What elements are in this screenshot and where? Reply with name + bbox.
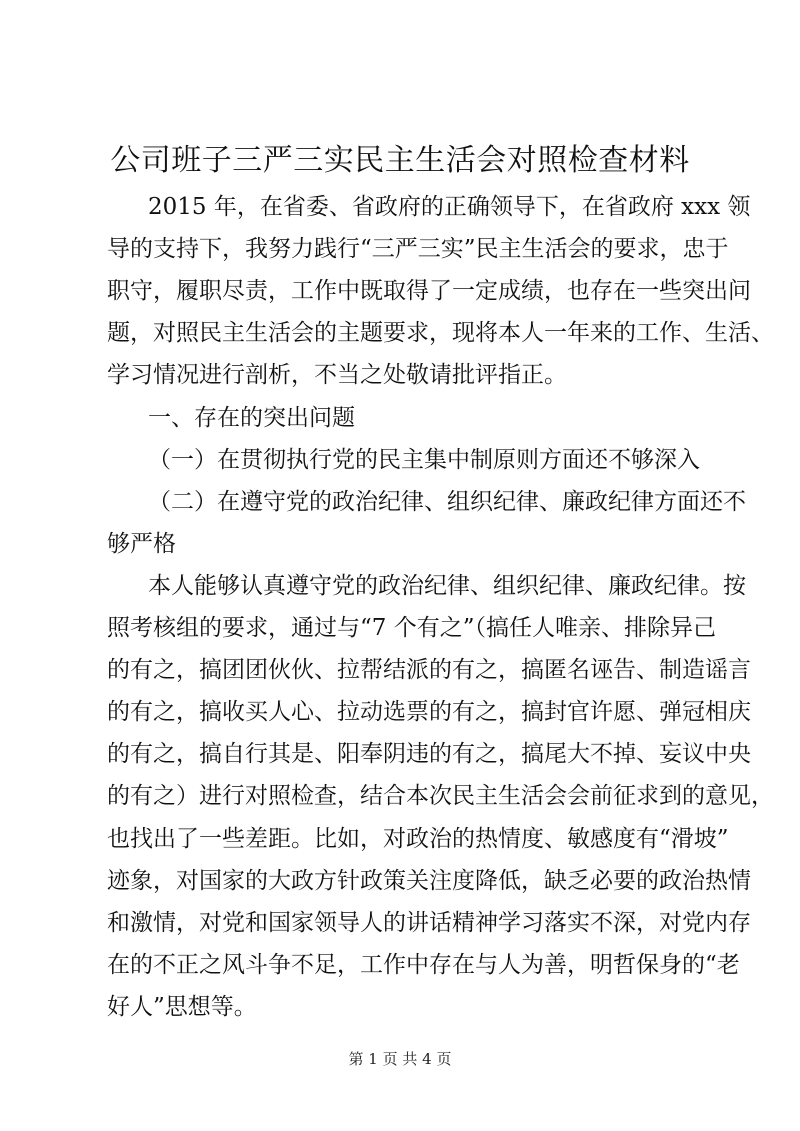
subsection-heading: （二）在遵守党的政治纪律、组织纪律、廉政纪律方面还不 [148,489,746,515]
paragraph-line: 的有之）进行对照检查，结合本次民主生活会会前征求到的意见， [107,783,774,809]
paragraph-line: 本人能够认真遵守党的政治纪律、组织纪律、廉政纪律。按 [148,573,746,599]
paragraph-line: 的有之，搞团团伙伙、拉帮结派的有之，搞匿名诬告、制造谣言 [107,657,751,683]
document-title: 公司班子三严三实民主生活会对照检查材料 [110,143,690,178]
paragraph-line: 的有之，搞收买人心、拉动选票的有之，搞封官许愿、弹冠相庆 [107,699,751,725]
paragraph-line: 题，对照民主生活会的主题要求，现将本人一年来的工作、生活、 [107,320,774,346]
subsection-heading: 够严格 [107,531,176,557]
paragraph-line: 导的支持下，我努力践行“三严三实”民主生活会的要求，忠于 [107,236,729,262]
section-heading: 一、存在的突出问题 [148,405,355,431]
paragraph-line: 照考核组的要求，通过与“7 个有之”（搞任人唯亲、排除异己 [107,615,716,641]
paragraph-line: 职守，履职尽责，工作中既取得了一定成绩，也存在一些突出问 [107,278,751,304]
paragraph-line: 好人”思想等。 [107,994,257,1020]
paragraph-line: 2015 年，在省委、省政府的正确领导下，在省政府 xxx 领 [148,194,751,220]
paragraph-line: 学习情况进行剖析，不当之处敬请批评指正。 [107,362,567,388]
subsection-heading: （一）在贯彻执行党的民主集中制原则方面还不够深入 [148,447,700,473]
page-footer: 第 1 页 共 4 页 [348,1050,452,1068]
paragraph-line: 迹象，对国家的大政方针政策关注度降低，缺乏必要的政治热情 [107,868,751,894]
paragraph-line: 的有之，搞自行其是、阳奉阴违的有之，搞尾大不掉、妄议中央 [107,741,751,767]
paragraph-line: 在的不正之风斗争不足，工作中存在与人为善，明哲保身的“老 [107,952,740,978]
paragraph-line: 和激情，对党和国家领导人的讲话精神学习落实不深，对党内存 [107,910,751,936]
paragraph-line: 也找出了一些差距。比如，对政治的热情度、敏感度有“滑坡” [107,826,729,852]
